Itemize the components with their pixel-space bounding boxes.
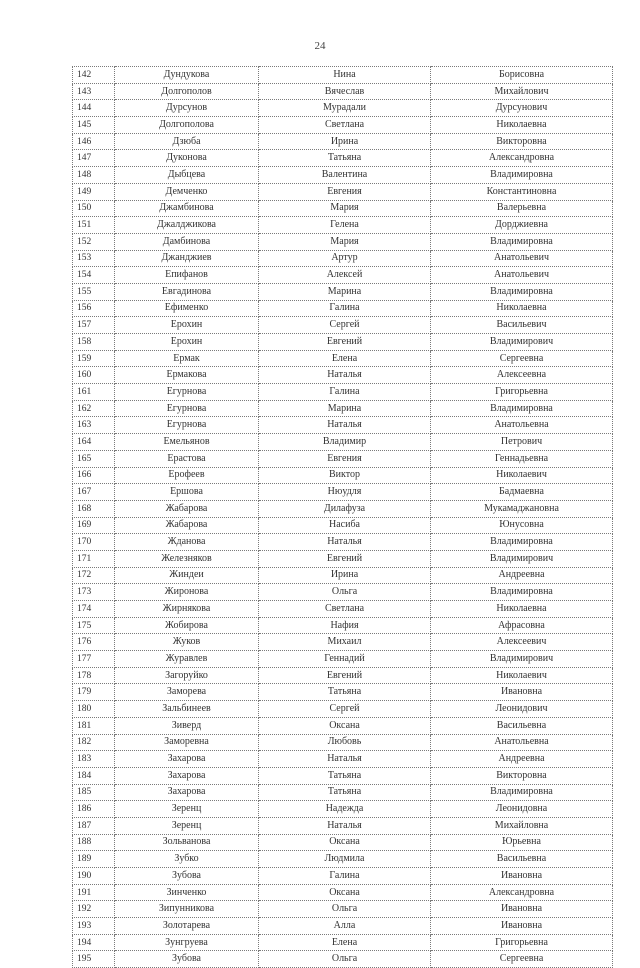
row-number-cell: 169 [73,517,115,534]
table-row [73,901,613,918]
first-name-cell: Татьяна [259,784,431,801]
row-number-cell: 159 [73,350,115,367]
first-name-cell: Наталья [259,417,431,434]
table-row [73,100,613,117]
patronymic-cell: Ивановна [431,684,613,701]
patronymic-cell: Константиновна [431,183,613,200]
last-name-cell: Дундукова [115,67,259,84]
patronymic-cell: Николаевна [431,117,613,134]
first-name-cell: Вячеслав [259,83,431,100]
last-name-cell: Епифанов [115,267,259,284]
table-row [73,517,613,534]
row-number-cell: 147 [73,150,115,167]
last-name-cell: Загоруйко [115,667,259,684]
table-row [73,500,613,517]
first-name-cell: Елена [259,934,431,951]
last-name-cell: Дзюба [115,133,259,150]
table-row [73,701,613,718]
first-name-cell: Ольга [259,584,431,601]
patronymic-cell: Мукамаджановна [431,500,613,517]
patronymic-cell: Петрович [431,434,613,451]
patronymic-cell: Владимировна [431,400,613,417]
patronymic-cell: Александровна [431,884,613,901]
first-name-cell: Валентина [259,167,431,184]
row-number-cell: 143 [73,83,115,100]
first-name-cell: Светлана [259,117,431,134]
patronymic-cell: Ивановна [431,868,613,885]
last-name-cell: Зубова [115,868,259,885]
row-number-cell: 153 [73,250,115,267]
patronymic-cell: Анатольевна [431,417,613,434]
patronymic-cell: Геннадьевна [431,450,613,467]
first-name-cell: Мария [259,200,431,217]
last-name-cell: Джанджиев [115,250,259,267]
last-name-cell: Зунгруева [115,934,259,951]
patronymic-cell: Владимирович [431,651,613,668]
first-name-cell: Оксана [259,717,431,734]
patronymic-cell: Афрасовна [431,617,613,634]
last-name-cell: Жобирова [115,617,259,634]
patronymic-cell: Ивановна [431,918,613,935]
patronymic-cell: Владимировна [431,784,613,801]
row-number-cell: 156 [73,300,115,317]
row-number-cell: 173 [73,584,115,601]
last-name-cell: Журавлев [115,651,259,668]
last-name-cell: Дамбинова [115,233,259,250]
last-name-cell: Ермакова [115,367,259,384]
row-number-cell: 189 [73,851,115,868]
patronymic-cell: Васильевич [431,317,613,334]
last-name-cell: Захарова [115,751,259,768]
first-name-cell: Татьяна [259,767,431,784]
row-number-cell: 155 [73,283,115,300]
row-number-cell: 163 [73,417,115,434]
first-name-cell: Марина [259,283,431,300]
first-name-cell: Геннадий [259,651,431,668]
first-name-cell: Галина [259,868,431,885]
table-row [73,217,613,234]
last-name-cell: Жиронова [115,584,259,601]
last-name-cell: Ерастова [115,450,259,467]
row-number-cell: 185 [73,784,115,801]
last-name-cell: Ерохин [115,334,259,351]
patronymic-cell: Сергеевна [431,350,613,367]
names-table [72,66,613,968]
table-row [73,884,613,901]
last-name-cell: Долгополов [115,83,259,100]
last-name-cell: Егурнова [115,384,259,401]
last-name-cell: Заморева [115,684,259,701]
first-name-cell: Евгения [259,450,431,467]
row-number-cell: 176 [73,634,115,651]
patronymic-cell: Викторовна [431,767,613,784]
row-number-cell: 177 [73,651,115,668]
table-row [73,717,613,734]
patronymic-cell: Владимировна [431,283,613,300]
row-number-cell: 183 [73,751,115,768]
row-number-cell: 180 [73,701,115,718]
patronymic-cell: Михайловна [431,817,613,834]
first-name-cell: Дилафуза [259,500,431,517]
row-number-cell: 194 [73,934,115,951]
row-number-cell: 179 [73,684,115,701]
row-number-cell: 157 [73,317,115,334]
row-number-cell: 164 [73,434,115,451]
table-row [73,667,613,684]
row-number-cell: 188 [73,834,115,851]
last-name-cell: Егурнова [115,400,259,417]
last-name-cell: Ерофеев [115,467,259,484]
table-row [73,417,613,434]
first-name-cell: Ирина [259,133,431,150]
patronymic-cell: Бадмаевна [431,484,613,501]
patronymic-cell: Алексеевна [431,367,613,384]
patronymic-cell: Владимирович [431,334,613,351]
table-row [73,918,613,935]
row-number-cell: 168 [73,500,115,517]
row-number-cell: 191 [73,884,115,901]
last-name-cell: Жирнякова [115,601,259,618]
last-name-cell: Зеренц [115,817,259,834]
first-name-cell: Людмила [259,851,431,868]
first-name-cell: Гелена [259,217,431,234]
row-number-cell: 186 [73,801,115,818]
first-name-cell: Евгений [259,334,431,351]
last-name-cell: Зубова [115,951,259,968]
patronymic-cell: Михайлович [431,83,613,100]
first-name-cell: Насиба [259,517,431,534]
first-name-cell: Ирина [259,567,431,584]
patronymic-cell: Валерьевна [431,200,613,217]
table-row [73,450,613,467]
last-name-cell: Жданова [115,534,259,551]
first-name-cell: Надежда [259,801,431,818]
table-row [73,617,613,634]
last-name-cell: Емельянов [115,434,259,451]
patronymic-cell: Юрьевна [431,834,613,851]
first-name-cell: Михаил [259,634,431,651]
row-number-cell: 167 [73,484,115,501]
row-number-cell: 149 [73,183,115,200]
patronymic-cell: Сергеевна [431,951,613,968]
last-name-cell: Егурнова [115,417,259,434]
table-row [73,734,613,751]
table-row [73,601,613,618]
first-name-cell: Сергей [259,317,431,334]
first-name-cell: Галина [259,300,431,317]
patronymic-cell: Владимировна [431,534,613,551]
row-number-cell: 144 [73,100,115,117]
first-name-cell: Елена [259,350,431,367]
table-row [73,183,613,200]
table-row [73,400,613,417]
table-row [73,167,613,184]
table-row [73,283,613,300]
patronymic-cell: Владимировна [431,233,613,250]
last-name-cell: Зинченко [115,884,259,901]
table-row [73,317,613,334]
table-row [73,133,613,150]
patronymic-cell: Дорджиевна [431,217,613,234]
table-row [73,534,613,551]
table-row [73,550,613,567]
table-row [73,434,613,451]
patronymic-cell: Владимировна [431,584,613,601]
last-name-cell: Джамбинова [115,200,259,217]
table-row [73,567,613,584]
patronymic-cell: Васильевна [431,851,613,868]
patronymic-cell: Леонидович [431,701,613,718]
first-name-cell: Нина [259,67,431,84]
first-name-cell: Галина [259,384,431,401]
last-name-cell: Зеренц [115,801,259,818]
table-row [73,150,613,167]
first-name-cell: Виктор [259,467,431,484]
patronymic-cell: Николаевич [431,667,613,684]
patronymic-cell: Александровна [431,150,613,167]
table-row [73,951,613,968]
last-name-cell: Железняков [115,550,259,567]
row-number-cell: 195 [73,951,115,968]
row-number-cell: 162 [73,400,115,417]
first-name-cell: Ольга [259,951,431,968]
patronymic-cell: Андреевна [431,567,613,584]
last-name-cell: Дуконова [115,150,259,167]
row-number-cell: 184 [73,767,115,784]
patronymic-cell: Николаевна [431,300,613,317]
patronymic-cell: Викторовна [431,133,613,150]
first-name-cell: Оксана [259,884,431,901]
patronymic-cell: Николаевна [431,601,613,618]
first-name-cell: Евгений [259,550,431,567]
last-name-cell: Зальбинеев [115,701,259,718]
row-number-cell: 171 [73,550,115,567]
row-number-cell: 154 [73,267,115,284]
row-number-cell: 193 [73,918,115,935]
row-number-cell: 187 [73,817,115,834]
row-number-cell: 172 [73,567,115,584]
row-number-cell: 146 [73,133,115,150]
first-name-cell: Наталья [259,817,431,834]
first-name-cell: Татьяна [259,684,431,701]
table-row [73,868,613,885]
first-name-cell: Ольга [259,901,431,918]
table-row [73,67,613,84]
last-name-cell: Ершова [115,484,259,501]
row-number-cell: 151 [73,217,115,234]
row-number-cell: 182 [73,734,115,751]
table-row [73,934,613,951]
row-number-cell: 145 [73,117,115,134]
first-name-cell: Мурадали [259,100,431,117]
row-number-cell: 190 [73,868,115,885]
last-name-cell: Золотарева [115,918,259,935]
first-name-cell: Мария [259,233,431,250]
patronymic-cell: Анатольевич [431,250,613,267]
patronymic-cell: Ивановна [431,901,613,918]
patronymic-cell: Леонидовна [431,801,613,818]
table-row [73,584,613,601]
last-name-cell: Заморевна [115,734,259,751]
table-row [73,300,613,317]
table-row [73,801,613,818]
last-name-cell: Зиверд [115,717,259,734]
row-number-cell: 181 [73,717,115,734]
last-name-cell: Жуков [115,634,259,651]
row-number-cell: 161 [73,384,115,401]
first-name-cell: Нафия [259,617,431,634]
last-name-cell: Захарова [115,784,259,801]
table-row [73,467,613,484]
last-name-cell: Дурсунов [115,100,259,117]
first-name-cell: Нюудля [259,484,431,501]
table-row [73,484,613,501]
first-name-cell: Алексей [259,267,431,284]
page-number: 24 [314,40,326,52]
first-name-cell: Любовь [259,734,431,751]
patronymic-cell: Анатольевич [431,267,613,284]
first-name-cell: Наталья [259,534,431,551]
first-name-cell: Светлана [259,601,431,618]
first-name-cell: Наталья [259,367,431,384]
table-row [73,851,613,868]
last-name-cell: Ерохин [115,317,259,334]
table-row [73,233,613,250]
last-name-cell: Зольванова [115,834,259,851]
table-row [73,117,613,134]
patronymic-cell: Андреевна [431,751,613,768]
patronymic-cell: Владимировна [431,167,613,184]
last-name-cell: Долгополова [115,117,259,134]
table-row [73,684,613,701]
table-row [73,817,613,834]
last-name-cell: Дыбцева [115,167,259,184]
patronymic-cell: Дурсунович [431,100,613,117]
last-name-cell: Евгадинова [115,283,259,300]
patronymic-cell: Николаевич [431,467,613,484]
table-row [73,784,613,801]
last-name-cell: Зипунникова [115,901,259,918]
first-name-cell: Марина [259,400,431,417]
first-name-cell: Наталья [259,751,431,768]
last-name-cell: Демченко [115,183,259,200]
last-name-cell: Джалджикова [115,217,259,234]
patronymic-cell: Борисовна [431,67,613,84]
table-row [73,350,613,367]
table-row [73,367,613,384]
table-row [73,751,613,768]
table-row [73,334,613,351]
row-number-cell: 174 [73,601,115,618]
table-row [73,767,613,784]
table-row [73,651,613,668]
row-number-cell: 175 [73,617,115,634]
first-name-cell: Оксана [259,834,431,851]
names-table-body [73,67,613,968]
first-name-cell: Евгений [259,667,431,684]
first-name-cell: Сергей [259,701,431,718]
first-name-cell: Владимир [259,434,431,451]
last-name-cell: Ермак [115,350,259,367]
row-number-cell: 152 [73,233,115,250]
table-row [73,83,613,100]
table-row [73,200,613,217]
row-number-cell: 165 [73,450,115,467]
row-number-cell: 148 [73,167,115,184]
table-row [73,267,613,284]
last-name-cell: Жабарова [115,500,259,517]
table-row [73,834,613,851]
row-number-cell: 158 [73,334,115,351]
last-name-cell: Жабарова [115,517,259,534]
patronymic-cell: Алексеевич [431,634,613,651]
patronymic-cell: Григорьевна [431,384,613,401]
row-number-cell: 160 [73,367,115,384]
first-name-cell: Татьяна [259,150,431,167]
row-number-cell: 142 [73,67,115,84]
row-number-cell: 192 [73,901,115,918]
last-name-cell: Ефименко [115,300,259,317]
row-number-cell: 170 [73,534,115,551]
patronymic-cell: Васильевна [431,717,613,734]
last-name-cell: Жиндеи [115,567,259,584]
row-number-cell: 178 [73,667,115,684]
patronymic-cell: Анатольевна [431,734,613,751]
row-number-cell: 166 [73,467,115,484]
patronymic-cell: Юнусовна [431,517,613,534]
last-name-cell: Захарова [115,767,259,784]
first-name-cell: Алла [259,918,431,935]
table-row [73,250,613,267]
first-name-cell: Артур [259,250,431,267]
table-row [73,384,613,401]
table-row [73,634,613,651]
first-name-cell: Евгения [259,183,431,200]
row-number-cell: 150 [73,200,115,217]
patronymic-cell: Григорьевна [431,934,613,951]
last-name-cell: Зубко [115,851,259,868]
patronymic-cell: Владимирович [431,550,613,567]
